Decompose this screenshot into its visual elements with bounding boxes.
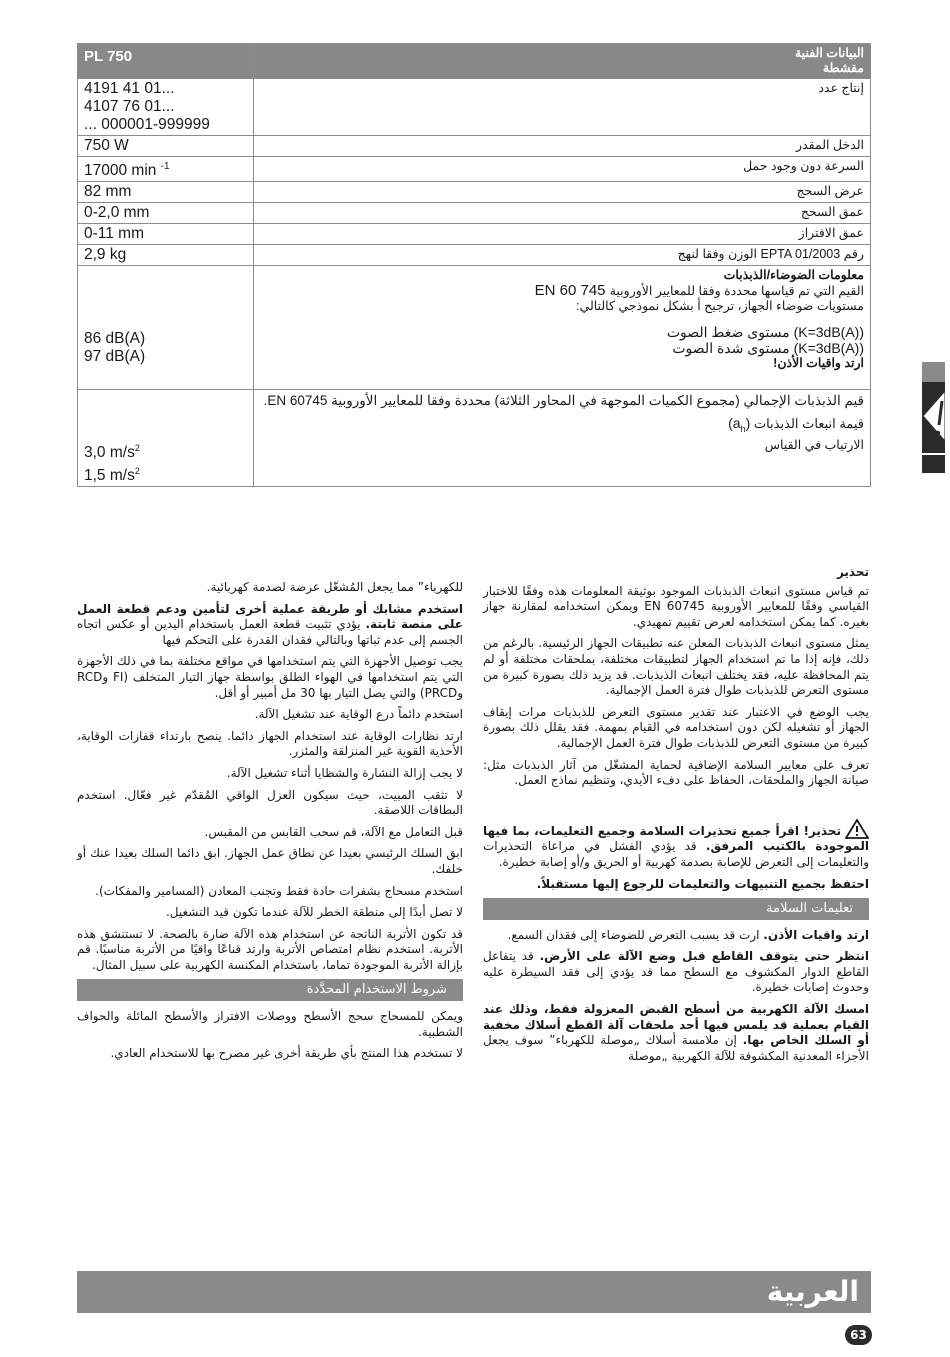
spec-noise-standard: EN 60 745: [534, 282, 606, 300]
spec-vibration-values: [78, 390, 254, 487]
spec-row-weight: [78, 245, 871, 266]
safety-glasses: ارتد نظارات الوقاية عند استخدام الجهاز دائما. ينصح بارتداء قفازات الوقاية، الأحذية القوية غير المنزلقة والمئزر.: [77, 728, 463, 759]
safety-danger-zone: لا تصل أبدًا إلى منطقة الخطر للآلة عندما تكون قيد التشغيل.: [165, 905, 463, 920]
safety-cutter-bold: انتظر حتى يتوقف القاطع قبل وضع الآلة على الأرض.: [539, 949, 869, 964]
safety-chips: لا يجب إزالة النشارة والشظايا أثناء تشغيل الآلة.: [226, 765, 463, 780]
spec-production-value: ... 000001-999999: [84, 116, 210, 133]
spec-row-width: [78, 182, 871, 203]
spec-noise-ear-protection: ارتد واقيات الأذن!: [773, 356, 864, 371]
spec-vibration-symbol-open: (a: [728, 415, 741, 432]
spec-depth-value: 0-2,0 mm: [78, 203, 254, 224]
spec-power-value: 750 W: [78, 136, 254, 157]
vibration-note-2: يمثل مستوى انبعاث الذبذبات المعلن عنه تطبيقات الجهاز الرئيسية. بالرغم من ذلك، فإنه إذا ما تم استخدام الجهاز لتطبيقات مختلفة، بملحقات مختلفة أو لم يتم المحافظة عليه، فقد يختلف انبعاث الذبذبات. قد يزيد ذلك بصورة كبيرة من مستوى التعرض للذبذبات طوال فترة العمل الإجمالية.: [483, 636, 869, 698]
spec-speed-label: السرعة دون وجود حمل: [254, 157, 871, 182]
general-warning: [483, 819, 869, 871]
safety-housing: لا تثقب المبيت، حيث سيكون العزل الواقي المُقدّم غير فعّال. استخدم البطاقات اللاصقة.: [77, 787, 463, 818]
safety-guard: استخدم دائماً درع الوقاية عند تشغيل الآلة.: [254, 707, 463, 722]
spec-row-power: [78, 136, 871, 157]
spec-vibration-uncertainty-unit-exp: 2: [134, 466, 140, 477]
spec-speed-value: [78, 157, 254, 182]
spec-row-speed: [78, 157, 871, 182]
spec-title-line2: مقشطة: [822, 61, 864, 75]
spec-noise-values: [78, 266, 254, 390]
spec-noise-heading: معلومات الضوضاء/الذبذبات: [723, 268, 864, 283]
spec-row-vibration: [78, 390, 871, 487]
spec-noise-info: [254, 266, 871, 390]
spec-vibration-uncertainty-label: الارتياب في القياس: [764, 437, 864, 452]
spec-noise-power-label: (K=3dB(A)) مستوى شدة الصوت: [672, 340, 864, 357]
spec-width-label: عرض السحج: [254, 182, 871, 203]
safety-grip-text: إن ملامسة أسلاك „موصلة للكهرباء” سوف يجعل الأجزاء المعدنية المكشوفة للآلة الكهربية „موصلة: [483, 1033, 869, 1063]
spec-weight-label: رقم EPTA 01/2003 الوزن وفقا لنهج: [254, 245, 871, 266]
warning-heading: تحذير: [836, 565, 869, 579]
language-footer-bar: [77, 1271, 871, 1313]
spec-noise-pressure-value: 86 dB(A): [84, 330, 146, 348]
safety-cutter: [483, 949, 869, 996]
spec-width-value: 82 mm: [78, 182, 254, 203]
spec-title-line1: البيانات الفنية: [794, 46, 864, 60]
right-column: [483, 565, 869, 1070]
spec-row-depth: [78, 203, 871, 224]
spec-power-label: الدخل المقدر: [254, 136, 871, 157]
side-tab-accent: [922, 362, 945, 382]
spec-rebate-value: 0-11 mm: [78, 224, 254, 245]
side-tab-divider: [922, 453, 945, 455]
warning-triangle-icon: [845, 819, 869, 839]
spec-row-production: [78, 79, 871, 136]
language-title: العربية: [766, 1275, 859, 1308]
spec-vibration-uncertainty-value: [84, 462, 247, 485]
spec-title: [254, 44, 871, 79]
vibration-note-4: تعرف على معايير السلامة الإضافية لحماية المشغّل من آثار الذبذبات مثل: صيانة الجهاز والملحقات، الحفاظ على دفء الأيدي، وتنظيم نماذج العمل.: [483, 757, 869, 788]
safety-clamps-bold: استخدم مشابك أو طريقة عملية أخرى لتأمين ودعم قطعة العمل على منصة ثابتة.: [77, 601, 463, 632]
spec-vibration-emission-unit-exp: 2: [134, 443, 140, 454]
safety-clamps-text: يؤدي تثبيت قطعة العمل باستخدام اليدين أو عكس اتجاه الجسم إلى عدم ثباتها وبالتالي فقدان القدرة على التحكم فيها: [77, 617, 463, 647]
safety-grip-bold: امسك الآلة الكهربية من أسطح القبض المعزولة فقط، وذلك عند القيام بعملية قد يلمس فيها أحد ملحقات آلة القطع أسلاك مخفية أو السلك الخاص بها.: [483, 1002, 869, 1048]
spec-row-noise: [78, 266, 871, 390]
safety-ear-bold: ارتد واقيات الأذن.: [763, 927, 869, 942]
safety-continued: للكهرباء” مما يجعل المُشغّل عرضة لصدمة كهربائية.: [206, 580, 463, 594]
spec-vibration-symbol: [728, 415, 751, 434]
vibration-note-1: تم قياس مستوى انبعاث الذبذبات الموجود بوثيقة المعلومات هذه وفقًا للاختبار القياسي وفقًا للمعايير الأوروبية EN 60745 ويمكن استخدامه لمقارنة جهاز بغيره. كما يمكن استخدامه لعرض تقييم تمهيدي.: [483, 583, 869, 629]
spec-production-value: 4107 76 01...: [84, 98, 175, 115]
spec-depth-label: عمق السحج: [254, 203, 871, 224]
spec-weight-value: 2,9 kg: [78, 245, 254, 266]
spec-vibration-emission-number: 3,0 m/s: [84, 444, 135, 462]
spec-vibration-uncertainty-number: 1,5 m/s: [84, 467, 135, 485]
safety-blades: استخدم مسحاج بشفرات حادة فقط وتجنب المعادن (المسامير والمفكات).: [95, 883, 463, 898]
spec-vibration-emission-value: [84, 439, 247, 462]
specified-use-bar: شروط الاستخدام المحدَّدة: [77, 979, 463, 1001]
safety-clamps: [77, 602, 463, 649]
spec-noise-pressure-label: (K=3dB(A)) مستوى ضغط الصوت: [666, 324, 864, 341]
safety-dust: قد تكون الأتربة الناتجة عن استخدام هذه الآلة ضارة بالصحة. لا تستنشق هذه الأتربة. استخدم نظام امتصاص الأتربة وارتد قناعًا واقيًا من الأتربة مناسبًا. قم بإزالة الأتربة الموجودة تماما، باستخدام المكنسة الكهربية على سبيل المثال.: [77, 926, 463, 972]
safety-cutter-text: قد يتفاعل القاطع الدوار المكشوف مع السطح مما قد يؤدي إلى فقد السيطرة عليه وحدوث إصابات خطيرة.: [483, 949, 869, 995]
vibration-note-3: يجب الوضع في الاعتبار عند تقدير مستوى التعرض للذبذبات مرات إيقاف الجهاز أو تشغيله لكن دون استخدامه في القيام بمهمة. فقد يقلل ذلك بصورة كبيرة من مستوى التعرض للذبذبات طوال فترة العمل الإجمالية.: [483, 704, 869, 750]
safety-ear-text: ارت قد يسبب التعرض للضوضاء إلى فقدان السمع.: [507, 927, 764, 942]
left-column: [77, 580, 463, 1068]
spec-production-value: 4191 41 01...: [84, 80, 175, 97]
safety-grip: [483, 1002, 869, 1064]
spec-vibration-info: [254, 390, 871, 487]
spec-noise-line1-text: القيم التي تم قياسها محددة وفقا للمعايير الأوروبية: [609, 284, 864, 299]
spec-header-row: [78, 44, 871, 79]
specified-use-1: ويمكن للمسحاج سحج الأسطح ووصلات الافتراز والأسطح المائلة والحواف الشطبية.: [77, 1009, 463, 1039]
spec-noise-line2: مستويات ضوضاء الجهاز، ترجيح أ بشكل نموذجي كالتالي:: [576, 299, 864, 314]
safety-unplug: قبل التعامل مع الآلة، قم سحب القابس من المقبس.: [204, 824, 463, 839]
keep-instructions: احتفظ بجميع التنبيهات والتعليمات للرجوع إليها مستقبلاً.: [536, 876, 869, 891]
spec-vibration-symbol-sub: h: [740, 423, 746, 434]
spec-vibration-intro: قيم الذبذبات الإجمالي (مجموع الكميات الموجهة في المحاور الثلاثة) محددة وفقا للمعايير الأوروبية EN 60745.: [263, 393, 864, 409]
spec-speed-number: 17000 min: [84, 162, 157, 180]
spec-speed-exponent: -1: [160, 161, 170, 172]
spec-table: [77, 43, 871, 487]
spec-noise-power-value: 97 dB(A): [84, 348, 146, 366]
general-warning-text: قد يؤدي الفشل في مراعاة التحذيرات والتعليمات إلى التعرض للإصابة بصدمة كهربية أو الحريق و/أو إصابة خطيرة.: [483, 839, 869, 869]
warning-exclamation-icon: [922, 383, 945, 449]
safety-instructions-bar: تعليمات السلامة: [483, 898, 869, 920]
spec-production-label: إنتاج عدد: [254, 79, 871, 136]
safety-rcd: يجب توصيل الأجهزة التي يتم استخدامها في مواقع مختلفة بما في ذلك الأجهزة التي يتم استخدامها في الهواء الطلق بواسطة جهاز التيار المتخلف (FI وRCD وPRCD) والتي يصل التيار بها 30 مل أمبير أو أقل.: [77, 654, 463, 700]
spec-noise-line1: [260, 283, 864, 299]
spec-row-rebate: [78, 224, 871, 245]
safety-ear: [483, 928, 869, 944]
general-warning-bold: تحذير! اقرأ جميع تحذيرات السلامة وجميع التعليمات، بما فيها الموجودة بالكتيب المرفق.: [483, 823, 869, 854]
spec-model: PL 750: [78, 44, 254, 79]
safety-cable: ابق السلك الرئيسي بعيدا عن نطاق عمل الجهاز. ابق دائما السلك بعيدا عنك أو خلفك.: [77, 846, 463, 876]
spec-production-values: [78, 79, 254, 136]
spec-vibration-emission-label: [260, 415, 864, 438]
page-number: 63: [845, 1325, 872, 1345]
spec-vibration-emission-text: قيمة انبعاث الذبذبات: [753, 416, 864, 432]
spec-rebate-label: عمق الافتراز: [254, 224, 871, 245]
spec-vibration-symbol-close: ): [745, 415, 751, 432]
specified-use-2: لا تستخدم هذا المنتج بأي طريقة أخرى غير مصرح بها للاستخدام العادي.: [110, 1046, 463, 1061]
